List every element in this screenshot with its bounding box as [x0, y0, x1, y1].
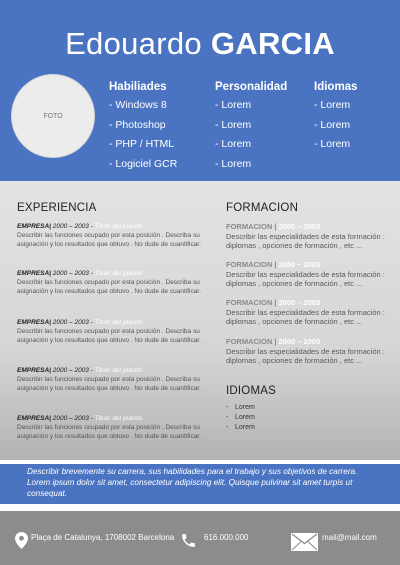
- habilidades-item: - Logiciel GCR: [109, 157, 178, 170]
- language-item: - Lorem: [226, 404, 255, 411]
- education-dates: 2000 – 2003: [278, 337, 321, 346]
- experience-description: Describir las funciones ocupado por esta posición . Describa su asignación y los resultados que obtuvo . No dude de cuantificar.: [17, 232, 201, 248]
- experience-heading: [17, 269, 217, 278]
- job-title: Titulo del puesto: [94, 223, 143, 230]
- education-entry: [226, 337, 396, 366]
- experience-heading: [17, 318, 217, 327]
- header-band: [0, 0, 400, 181]
- personalidad-item: - Lorem: [215, 99, 252, 111]
- company-name: EMPRESA|: [17, 223, 51, 230]
- first-name: Edouardo: [65, 26, 202, 61]
- personalidad-column: [215, 80, 287, 177]
- experience-entry: [17, 318, 217, 345]
- experience-dates: 2000 – 2003 -: [50, 367, 95, 374]
- education-heading: [226, 260, 396, 270]
- contact-footer: [0, 511, 400, 565]
- experience-heading: [17, 222, 217, 231]
- education-entry: [226, 260, 396, 289]
- personalidad-item: - Lorem: [215, 118, 252, 131]
- phone-icon: [180, 532, 197, 549]
- location-pin-icon: [15, 532, 28, 549]
- education-label: FORMACION |: [226, 260, 279, 269]
- experience-entry: [17, 269, 217, 296]
- experience-dates: 2000 – 2003 -: [50, 270, 95, 277]
- education-description: Describir las especialidades de esta formación : diplomas , opciones de formación , etc ...: [226, 346, 385, 365]
- job-title: Titulo del puesto: [94, 319, 143, 326]
- photo-placeholder: [11, 74, 95, 158]
- experience-description: Describir las funciones ocupado por esta posición . Describa su asignación y los resultados que obtuvo . No dude de cuantificar.: [17, 328, 201, 344]
- experience-entry: [17, 222, 217, 249]
- experience-description: Describir las funciones ocupado por esta posición . Describa su asignación y los resultados que obtuvo . No dude de cuantificar.: [17, 424, 201, 440]
- address-text: Plaça de Catalunya, 1708002 Barcelona: [31, 533, 175, 542]
- idiomas-header-item: - Lorem: [314, 138, 351, 150]
- education-description: Describir las especialidades de esta formación : diplomas , opciones de formación , etc ...: [226, 231, 385, 250]
- education-entry: [226, 298, 396, 327]
- habilidades-item: - Windows 8: [109, 99, 167, 111]
- idiomas-header-title: Idiomas: [314, 81, 358, 93]
- experience-entry: [17, 414, 217, 441]
- language-list: [226, 403, 255, 433]
- language-name: Lorem: [235, 404, 255, 411]
- language-item: - Lorem: [226, 424, 255, 431]
- company-name: EMPRESA|: [17, 367, 51, 374]
- language-item: - Lorem: [226, 414, 255, 421]
- education-dates: 2000 – 2003: [278, 298, 321, 307]
- education-dates: 2000 – 2003: [278, 222, 321, 231]
- experience-description: Describir las funciones ocupado por esta posición . Describa su asignación y los resultados que obtuvo . No dude de cuantificar.: [17, 279, 201, 295]
- experience-dates: 2000 – 2003 -: [50, 415, 95, 422]
- company-name: EMPRESA|: [17, 415, 51, 422]
- phone-number: 616.000.000: [204, 533, 249, 542]
- habilidades-item: - Photoshop: [109, 118, 166, 131]
- candidate-name: [0, 26, 400, 62]
- idiomas-header-item: - Lorem: [314, 99, 351, 111]
- job-title: Titulo del puesto: [94, 415, 143, 422]
- experience-entry: [17, 366, 217, 393]
- job-title: Titulo del puesto: [94, 270, 143, 277]
- experience-dates: 2000 – 2003 -: [50, 319, 95, 326]
- education-heading: [226, 222, 396, 232]
- personalidad-item: - Lorem: [215, 157, 252, 170]
- career-objective: Describir brevemente su carrera, sus habilidades para el trabajo y sus objetivos de carrera. Lorem ipsum dolor sit amet, consectetur adipiscing elit. Quisque pulvinar sit amet turpis ut consequat.: [0, 464, 400, 504]
- education-label: FORMACION |: [226, 337, 279, 346]
- experiencia-title: EXPERIENCIA: [17, 202, 97, 214]
- photo-label: FOTO: [43, 112, 63, 120]
- education-label: FORMACION |: [226, 298, 279, 307]
- personalidad-item: - Lorem: [215, 138, 252, 150]
- education-heading: [226, 298, 396, 308]
- idiomas-title: IDIOMAS: [226, 385, 276, 397]
- experience-heading: [17, 414, 217, 423]
- education-label: FORMACION |: [226, 222, 279, 231]
- education-dates: 2000 – 2003: [278, 260, 321, 269]
- habilidades-column: [109, 80, 177, 177]
- mail-icon: [291, 533, 318, 551]
- company-name: EMPRESA|: [17, 270, 51, 277]
- formacion-title: FORMACION: [226, 202, 299, 214]
- experience-dates: 2000 – 2003 -: [50, 223, 95, 230]
- job-title: Titulo del puesto: [94, 367, 143, 374]
- education-heading: [226, 337, 396, 347]
- personalidad-title: Personalidad: [215, 81, 288, 93]
- idiomas-header-column: [314, 80, 357, 158]
- last-name: GARCIA: [210, 26, 335, 61]
- education-entry: [226, 222, 396, 251]
- email-address[interactable]: mail@mail.com: [322, 533, 377, 542]
- education-description: Describir las especialidades de esta formación : diplomas , opciones de formación , etc ...: [226, 269, 385, 288]
- language-name: Lorem: [235, 424, 255, 431]
- habilidades-title: Habiliades: [109, 81, 167, 93]
- experience-heading: [17, 366, 217, 375]
- habilidades-item: - PHP / HTML: [109, 138, 175, 150]
- company-name: EMPRESA|: [17, 319, 51, 326]
- idiomas-header-item: - Lorem: [314, 118, 351, 131]
- language-name: Lorem: [235, 414, 255, 421]
- experience-description: Describir las funciones ocupado por esta posición . Describa su asignación y los resultados que obtuvo . No dude de cuantificar.: [17, 376, 201, 392]
- education-description: Describir las especialidades de esta formación : diplomas , opciones de formación , etc ...: [226, 307, 385, 326]
